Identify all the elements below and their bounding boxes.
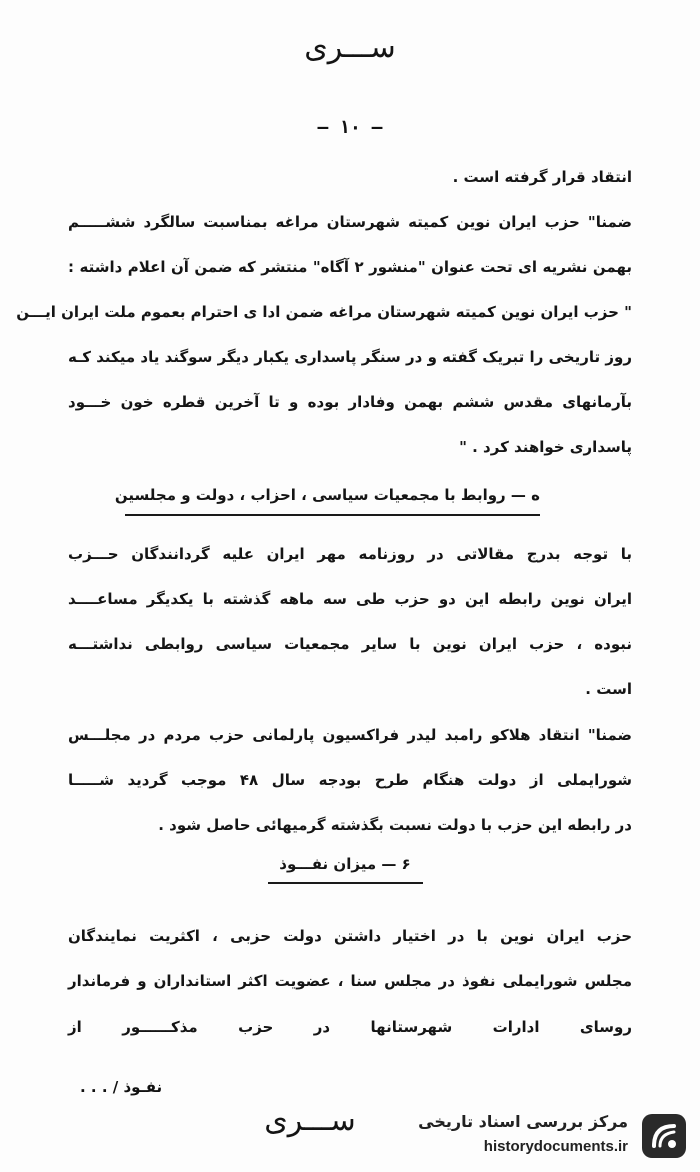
watermark-url: historydocuments.ir (483, 1138, 628, 1155)
body-line: ایران نوین رابطه این دو حزب طی سه ماهه گذشته با یکدیگر مساعــــد (68, 590, 632, 608)
body-line: انتقاد قرار گرفته است . (452, 168, 632, 186)
body-line: بهمن نشریه ای تحت عنوان "منشور ۲ آگاه" منتشر که ضمن آن اعلام داشته : (68, 258, 632, 276)
page-number: — ۱۰ — (317, 117, 383, 138)
section-heading: ه — روابط با مجمعیات سیاسی ، احزاب ، دولت و مجلسین (114, 486, 540, 504)
body-line: نبوده ، حزب ایران نوین با سایر مجمعیات سیاسی روابطی نداشتـــه (68, 635, 632, 653)
body-line: بآرمانهای مقدس ششم بهمن وفادار بوده و تا آخرین قطره خون خـــود (68, 393, 632, 411)
section-heading: ۶ — میزان نفـــوذ (279, 855, 411, 873)
archive-watermark (398, 1108, 688, 1164)
body-line: است . (585, 680, 632, 698)
body-line: ضمنا" حزب ایران نوین کمیته شهرستان مراغه بمناسبت سالگرد ششـــــم (68, 213, 632, 231)
body-line: در رابطه این حزب با دولت نسبت بگذشته گرمیهائی حاصل شود . (158, 816, 632, 834)
body-line: شورایملی از دولت هنگام طرح بودجه سال ۴۸ موجب گردید شـــــا (68, 771, 633, 789)
body-line: ضمنا" انتقاد هلاکو رامبد لیدر فراکسیون پارلمانی حزب مردم در مجلـــس (68, 726, 632, 744)
body-line: پاسداری خواهند کرد . " (459, 438, 632, 456)
body-line: روز تاریخی را تبریک گفته و در سنگر پاسداری یکبار دیگر سوگند یاد میکند کـه (68, 348, 632, 366)
heading-underline (125, 514, 540, 516)
body-line: روسای ادارات شهرستانها در حزب مذکــــــور از (68, 1018, 632, 1036)
continuation-text: نفـوذ / . . . (80, 1078, 163, 1096)
body-line: " حزب ایران نوین کمیته شهرستان مراغه ضمن ادا ی احترام بعموم ملت ایران ایـــن (16, 303, 632, 321)
watermark-name: مرکز بررسی اسناد تاریخی (418, 1112, 628, 1131)
body-line: با توجه بدرج مقالاتی در روزنامه مهر ایران علیه گردانندگان حـــزب (68, 545, 632, 563)
classification-footer: ســـری (264, 1103, 356, 1138)
heading-underline (268, 882, 423, 884)
body-line: مجلس شورایملی نفوذ در مجلس سنا ، عضویت اکثر استانداران و فرماندار (68, 972, 632, 990)
archive-logo-icon (640, 1112, 688, 1160)
classification-header: ســـری (304, 30, 396, 65)
body-line: حزب ایران نوین با در اختیار داشتن دولت حزبی ، اکثریت نمایندگان (68, 927, 632, 945)
